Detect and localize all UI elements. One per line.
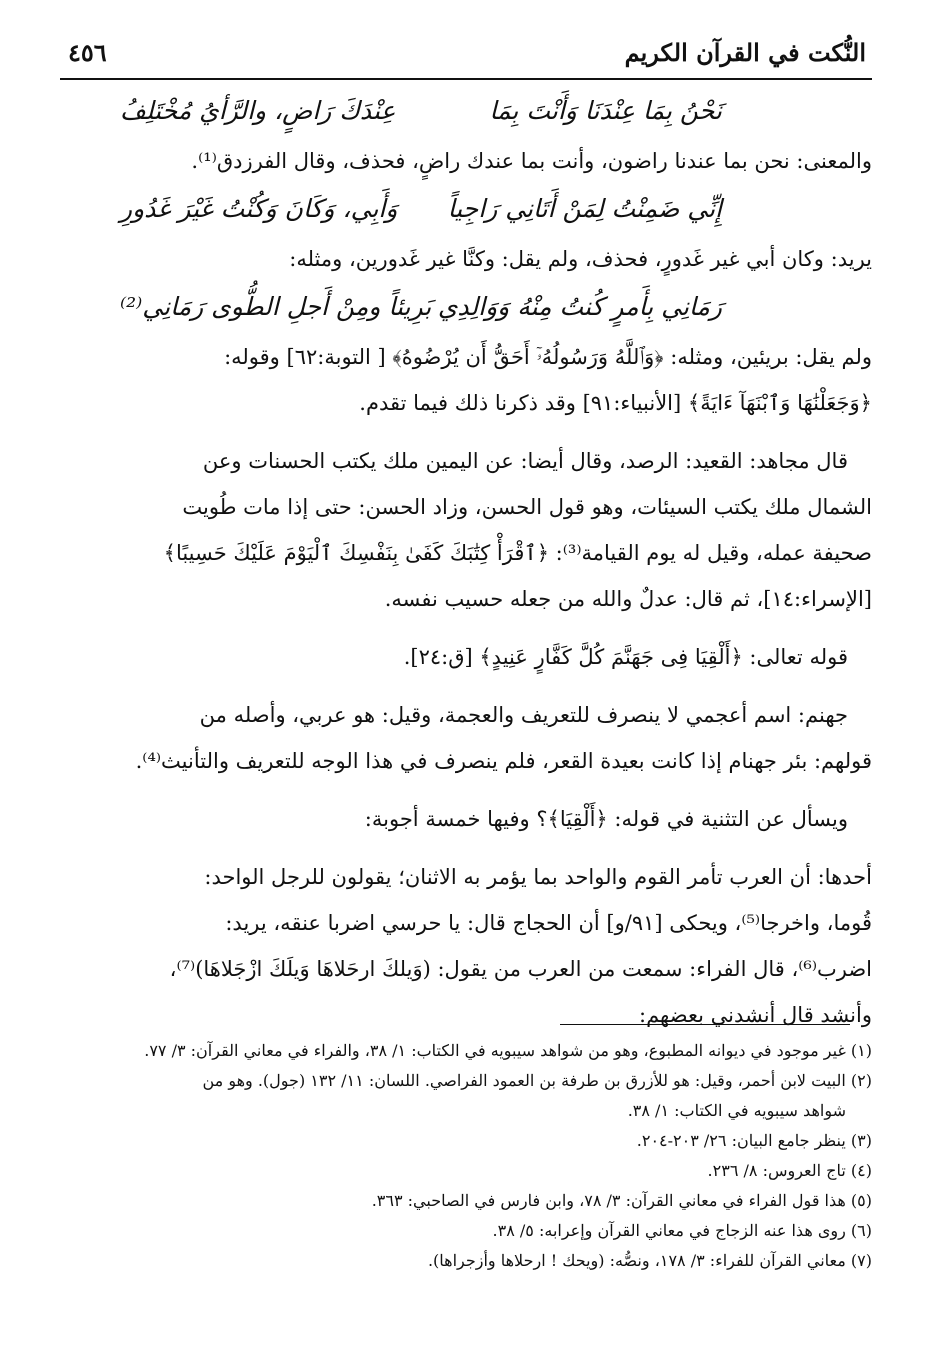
footnote: (٤) تاج العروس: ٨/ ٢٣٦.: [707, 1161, 872, 1180]
footnote-continuation: شواهد سيبويه في الكتاب: ١/ ٣٨.: [627, 1101, 846, 1120]
paragraph-verse-quote: [60, 634, 872, 680]
text-line: ولم يقل: بريئين، ومثله: ﴿وَٱللَّهُ وَرَسُولُهُۥٓ أَحَقُّ أَن يُرْضُوهُ﴾ [ التوبة:٦٢] وقوله:: [224, 345, 872, 369]
text-line: قوله تعالى: ﴿أَلْقِيَا فِى جَهَنَّمَ كُلَّ كَفَّارٍ عَنِيدٍ﴾ [ق:٢٤].: [403, 645, 848, 669]
text-line: صحيفة عمله، وقيل له يوم القيامة⁽³⁾: ﴿ٱقْرَأْ كِتَٰبَكَ كَفَىٰ بِنَفْسِكَ ٱلْيَوْمَ عَلَيْكَ حَسِيبًا﴾: [163, 541, 872, 565]
text-line: ويسأل عن التثنية في قوله: ﴿أَلْقِيَا﴾؟ وفيها خمسة أجوبة:: [364, 807, 848, 831]
verse-first-hemistich: إِنِّي ضَمِنْتُ لِمَنْ أَتَانِي رَاجِياً: [447, 194, 722, 223]
text-line: والمعنى: نحن بما عندنا راضون، وأنت بما عندك راضٍ، فحذف، وقال الفرزدق⁽¹⁾.: [191, 149, 872, 173]
text-line: يريد: وكان أبي غير غَدورٍ، فحذف، ولم يقل: وكنَّا غير غَدورين، ومثله:: [289, 247, 872, 271]
poetry-verse: [60, 184, 872, 236]
footnote: (١) غير موجود في ديوانه المطبوع، وهو من شواهد سيبويه في الكتاب: ١/ ٣٨، والفراء في معاني القرآن: ٣/ ٧٧.: [144, 1041, 872, 1060]
text-line: اضرب⁽⁶⁾، قال الفراء: سمعت من العرب من يقول: (وَيلكَ ارحَلاهَا وَيلَكَ ازْجَلاهَا)⁽⁷⁾،: [169, 957, 872, 981]
page-number: ٤٥٦: [68, 38, 107, 67]
page-header: [60, 28, 872, 80]
verse-second-hemistich: وَأَبِي، وَكَانَ وَكُنْتُ غَيْرَ غَدُورِ: [120, 194, 398, 223]
footnotes: [60, 1036, 872, 1276]
poetry-verse: [60, 86, 872, 138]
text-line: [الإسراء:١٤]، ثم قال: عدلٌ والله من جعله حسيب نفسه.: [384, 587, 872, 611]
text-line: قولهم: بئر جهنام إذا كانت بعيدة القعر، فلم ينصرف في هذا الوجه للتعريف والتأنيث⁽⁴⁾.: [135, 749, 872, 773]
footnote: (٦) روى هذا عنه الزجاج في معاني القرآن وإعرابه: ٥/ ٣٨.: [492, 1221, 872, 1240]
text-line: ﴿وَجَعَلْنَٰهَا وَٱبْنَهَآ ءَايَةً﴾ [الأنبياء:٩١] وقد ذكرنا ذلك فيما تقدم.: [359, 391, 872, 415]
paragraph-question: [60, 796, 872, 842]
verse-second-hemistich: بَرِيئاً ومِنْ أَجلِ الطُّوى رَمَانِي⁽²⁾: [120, 292, 432, 321]
footnote: (٧) معاني القرآن للفراء: ٣/ ١٧٨، ونصُّه: (ويحك ! ارحلاها وأزجراها).: [427, 1251, 872, 1270]
paragraph-mujahid: [60, 438, 872, 622]
footnote: (٢) البيت لابن أحمر، وقيل: هو للأزرق بن طرفة بن العمود الفراصي. اللسان: ١١/ ١٣٢ (جول). وهو من: [202, 1071, 872, 1090]
text-line: وأنشد قال أنشدني بعضهم:: [639, 1003, 872, 1027]
text-line: أحدها: أن العرب تأمر القوم والواحد بما يؤمر به الاثنان؛ يقولون للرجل الواحد:: [204, 865, 872, 889]
text-line: جهنم: اسم أعجمي لا ينصرف للتعريف والعجمة، وقيل: هو عربي، وأصله من: [199, 703, 848, 727]
footnote: (٥) هذا قول الفراء في معاني القرآن: ٣/ ٧٨، وابن فارس في الصاحبي: ٣٦٣.: [371, 1191, 872, 1210]
paragraph-answers: [60, 854, 872, 1038]
footnote-divider: [560, 1024, 850, 1025]
verse-second-hemistich: عِنْدَكَ رَاضٍ، والرَّأيُ مُخْتَلِفُ: [120, 96, 396, 125]
main-text: [60, 86, 872, 1038]
text-line: قُوما، واخرجا⁽⁵⁾، ويحكى [٩١/و] أن الحجاج قال: يا حرسي اضربا عنقه، يريد:: [225, 911, 872, 935]
text-line: الشمال ملك يكتب السيئات، وهو قول الحسن، وزاد الحسن: حتى إذا مات طُويت: [182, 495, 872, 519]
paragraph-jahannam: [60, 692, 872, 784]
verse-first-hemistich: نَحْنُ بِمَا عِنْدَنَا وَأَنْتَ بِمَا: [489, 96, 722, 125]
poetry-verse: [60, 282, 872, 334]
footnote: (٣) ينظر جامع البيان: ٢٦/ ٢٠٣-٢٠٤.: [636, 1131, 872, 1150]
verse-first-hemistich: رَمَانِي بِأَمرٍ كُنتُ مِنْهُ وَوَالِدِي: [437, 292, 722, 321]
text-line: قال مجاهد: القعيد: الرصد، وقال أيضا: عن اليمين ملك يكتب الحسنات وعن: [202, 449, 848, 473]
book-title: النُّكت في القرآن الكريم: [624, 38, 866, 67]
